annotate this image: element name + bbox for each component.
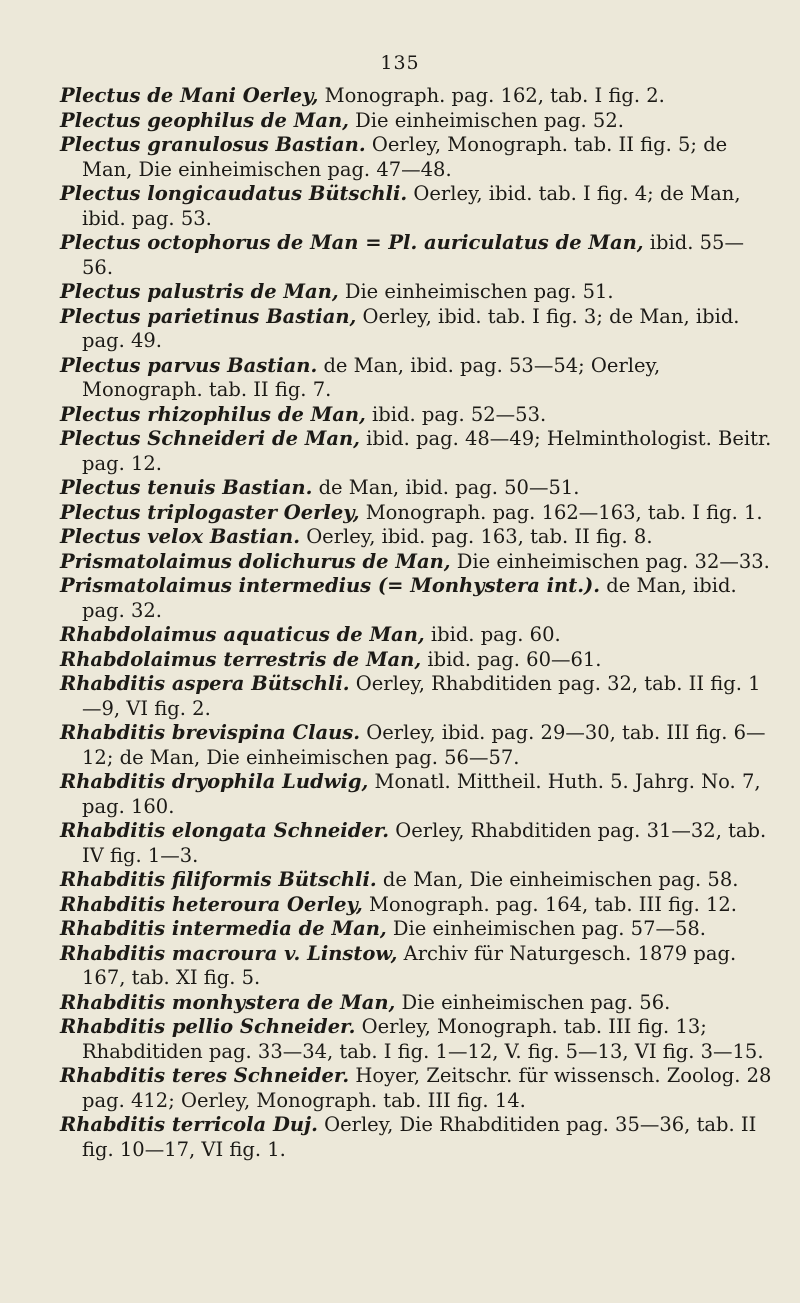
reference-text: Oerley, ibid. tab. I fig. 4; de Man, ibid. pag. 53. bbox=[82, 182, 741, 230]
reference-text: Hoyer, Zeitschr. für wissensch. Zoolog. 28 pag. 412; Oerley, Monograph. tab. III fig. 14. bbox=[82, 1064, 772, 1112]
bibliography-entry bbox=[60, 231, 772, 280]
bibliography-entry bbox=[60, 721, 772, 770]
bibliography-entry bbox=[60, 991, 772, 1016]
species-name: Prismatolaimus intermedius (= Monhystera int.). bbox=[60, 574, 601, 597]
bibliography-entry bbox=[60, 403, 772, 428]
bibliography-entry bbox=[60, 648, 772, 673]
bibliography-entry bbox=[60, 672, 772, 721]
species-name: Plectus de Mani Oerley, bbox=[60, 84, 319, 107]
species-name: Rhabditis aspera Bütschli. bbox=[60, 672, 350, 695]
species-name: Plectus rhizophilus de Man, bbox=[60, 402, 366, 426]
species-name: Plectus velox Bastian. bbox=[60, 525, 300, 548]
reference-text: de Man, Die einheimischen pag. 58. bbox=[382, 868, 739, 891]
bibliography-entry bbox=[60, 182, 772, 231]
bibliography-entry bbox=[60, 770, 772, 819]
bibliography-entry bbox=[60, 819, 772, 868]
species-name: Rhabdolaimus aquaticus de Man, bbox=[60, 623, 425, 646]
bibliography-entry bbox=[60, 354, 772, 403]
bibliography-entry bbox=[60, 476, 772, 501]
bibliography-list bbox=[60, 84, 772, 1162]
reference-text: Die einheimischen pag. 51. bbox=[344, 280, 614, 303]
reference-text: de Man, ibid. pag. 32. bbox=[82, 574, 737, 622]
reference-text: Oerley, ibid. pag. 29—30, tab. III fig. 6—12; de Man, Die einheimischen pag. 56—57. bbox=[82, 721, 766, 769]
species-name: Prismatolaimus dolichurus de Man, bbox=[60, 549, 451, 573]
reference-text: Oerley, Rhabditiden pag. 31—32, tab. IV fig. 1—3. bbox=[82, 819, 767, 867]
species-name: Plectus geophilus de Man, bbox=[60, 108, 349, 132]
species-name: Plectus tenuis Bastian. bbox=[60, 476, 313, 499]
bibliography-entry bbox=[60, 84, 772, 109]
reference-text: Oerley, Rhabditiden pag. 32, tab. II fig. 1—9, VI fig. 2. bbox=[82, 672, 761, 720]
species-name: Rhabditis macroura v. Linstow, bbox=[60, 941, 398, 965]
reference-text: Oerley, Monograph. tab. III fig. 13; Rhabditiden pag. 33—34, tab. I fig. 1—12, V. fig. 5—13, VI fig. 3—15. bbox=[82, 1015, 764, 1063]
reference-text: Monograph. pag. 162—163, tab. I fig. 1. bbox=[365, 500, 763, 524]
bibliography-entry bbox=[60, 893, 772, 918]
bibliography-entry bbox=[60, 550, 772, 575]
species-name: Rhabditis filiformis Bütschli. bbox=[60, 868, 377, 891]
bibliography-entry bbox=[60, 109, 772, 134]
species-name: Plectus triplogaster Oerley, bbox=[60, 500, 360, 524]
species-name: Plectus parietinus Bastian, bbox=[60, 304, 357, 328]
bibliography-entry bbox=[60, 280, 772, 305]
reference-text: de Man, ibid. pag. 50—51. bbox=[318, 476, 580, 499]
reference-text: Archiv für Naturgesch. 1879 pag. 167, tab. XI fig. 5. bbox=[82, 941, 737, 989]
reference-text: Oerley, Monograph. tab. II fig. 5; de Man, Die einheimischen pag. 47—48. bbox=[82, 133, 728, 181]
reference-text: Die einheimischen pag. 56. bbox=[401, 990, 671, 1014]
species-name: Plectus palustris de Man, bbox=[60, 280, 339, 303]
reference-text: Oerley, ibid. pag. 163, tab. II fig. 8. bbox=[306, 525, 653, 548]
reference-text: Die einheimischen pag. 52. bbox=[355, 108, 624, 132]
bibliography-entry bbox=[60, 1113, 772, 1162]
bibliography-entry bbox=[60, 427, 772, 476]
species-name: Rhabditis terricola Duj. bbox=[60, 1113, 318, 1136]
page-number: 135 bbox=[380, 52, 420, 74]
reference-text: ibid. 55—56. bbox=[82, 231, 744, 279]
species-name: Plectus parvus Bastian. bbox=[60, 353, 318, 377]
species-name: Plectus octophorus de Man = Pl. auriculatus de Man, bbox=[60, 231, 644, 254]
reference-text: Oerley, Die Rhabditiden pag. 35—36, tab. II fig. 10—17, VI fig. 1. bbox=[82, 1113, 757, 1161]
bibliography-entry bbox=[60, 623, 772, 648]
species-name: Rhabditis heteroura Oerley, bbox=[60, 892, 363, 916]
bibliography-entry bbox=[60, 868, 772, 893]
species-name: Rhabditis brevispina Claus. bbox=[60, 721, 361, 744]
species-name: Plectus Schneideri de Man, bbox=[60, 427, 360, 450]
bibliography-entry bbox=[60, 305, 772, 354]
reference-text: Monatl. Mittheil. Huth. 5. Jahrg. No. 7, pag. 160. bbox=[82, 770, 761, 818]
species-name: Plectus granulosus Bastian. bbox=[60, 133, 366, 156]
bibliography-entry bbox=[60, 574, 772, 623]
reference-text: Oerley, ibid. tab. I fig. 3; de Man, ibid. pag. 49. bbox=[82, 304, 740, 352]
species-name: Rhabditis dryophila Ludwig, bbox=[60, 770, 369, 793]
reference-text: Die einheimischen pag. 57—58. bbox=[392, 917, 706, 940]
bibliography-entry bbox=[60, 525, 772, 550]
reference-text: ibid. pag. 48—49; Helminthologist. Beitr. pag. 12. bbox=[82, 427, 772, 475]
reference-text: de Man, ibid. pag. 53—54; Oerley, Monograph. tab. II fig. 7. bbox=[82, 353, 661, 401]
reference-text: Monograph. pag. 164, tab. III fig. 12. bbox=[368, 892, 737, 916]
species-name: Rhabditis monhystera de Man, bbox=[60, 990, 396, 1014]
species-name: Rhabditis elongata Schneider. bbox=[60, 819, 390, 842]
reference-text: Monograph. pag. 162, tab. I fig. 2. bbox=[324, 84, 665, 107]
reference-text: Die einheimischen pag. 32—33. bbox=[456, 549, 770, 573]
reference-text: ibid. pag. 52—53. bbox=[372, 402, 547, 426]
bibliography-entry bbox=[60, 942, 772, 991]
bibliography-entry bbox=[60, 1015, 772, 1064]
bibliography-entry bbox=[60, 1064, 772, 1113]
species-name: Rhabdolaimus terrestris de Man, bbox=[60, 647, 422, 671]
species-name: Rhabditis intermedia de Man, bbox=[60, 917, 387, 940]
bibliography-entry bbox=[60, 133, 772, 182]
reference-text: ibid. pag. 60—61. bbox=[427, 647, 602, 671]
bibliography-entry bbox=[60, 501, 772, 526]
species-name: Plectus longicaudatus Bütschli. bbox=[60, 182, 408, 205]
reference-text: ibid. pag. 60. bbox=[430, 623, 561, 646]
species-name: Rhabditis teres Schneider. bbox=[60, 1064, 350, 1087]
species-name: Rhabditis pellio Schneider. bbox=[60, 1015, 356, 1038]
bibliography-entry bbox=[60, 917, 772, 942]
